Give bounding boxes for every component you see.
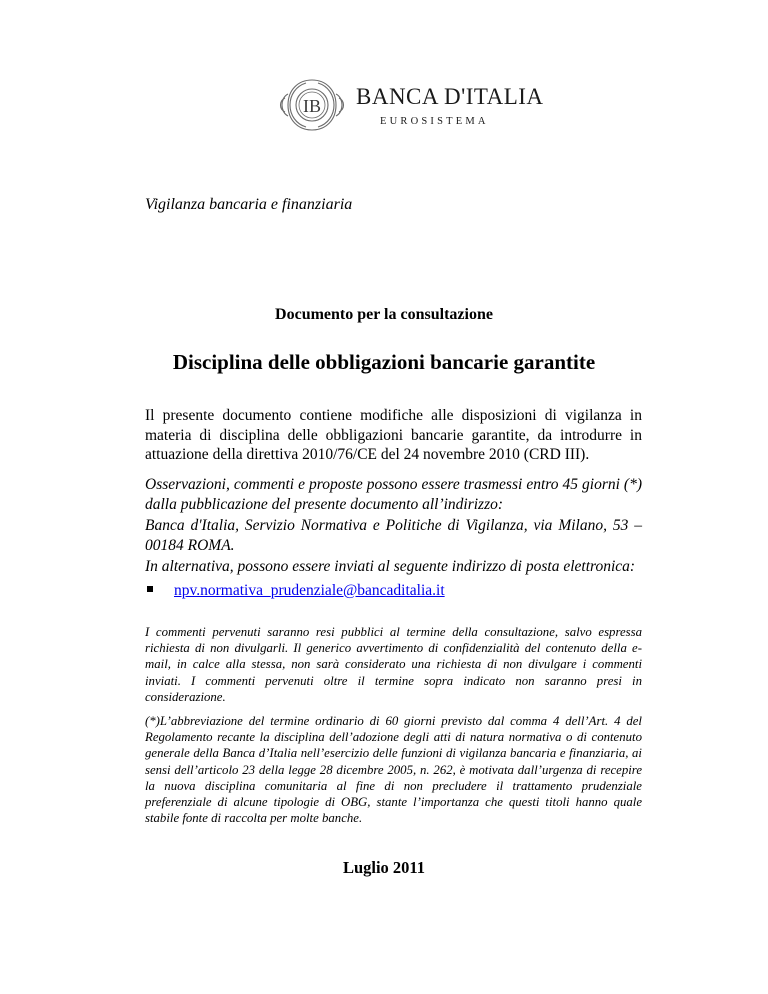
comments-note: I commenti pervenuti saranno resi pubblici al termine della consultazione, salvo espressa richiesta di non divulgarli. Il generico avvertimento di confidenzialità del contenuto della e-mail, in calce alla stessa, non sarà considerato una richiesta di non divulgare i commenti inviati. I commenti pervenuti oltre il termine sopra indicato non saranno presi in considerazione.	[145, 625, 642, 704]
bank-logo	[276, 76, 546, 134]
deadline-footnote: (*)L’abbreviazione del termine ordinario di 60 giorni previsto dal comma 4 dell’Art. 4 del Regolamento recante la disciplina dell’adozione degli atti di natura normativa o di contenuto generale della Banca d’Italia nell’esercizio delle funzioni di vigilanza bancaria e finanziaria, ai sensi dell’articolo 23 della legge 28 dicembre 2005, n. 262, è motivata dall’urgenza di recepire la nuova disciplina comunitaria al fine di non precludere il trattamento prudenziale preferenziale di alcune tipologie di OBG, stante l’importanza che questi titoli hanno quale stabile fonte di raccolta per molte banche.	[145, 714, 642, 826]
intro-paragraph: Il presente documento contiene modifiche alle disposizioni di vigilanza in materia di disciplina delle obbligazioni bancarie garantite, da introdurre in attuazione della direttiva 2010/76/CE del 24 novembre 2010 (CRD III).	[145, 407, 642, 463]
observations-paragraph: Osservazioni, commenti e proposte possono essere trasmessi entro 45 giorni (*) dalla pubblicazione del presente documento all’indirizzo:	[145, 476, 642, 513]
department-heading: Vigilanza bancaria e finanziaria	[145, 196, 353, 213]
square-bullet-icon	[147, 586, 153, 592]
alternative-paragraph: In alternativa, possono essere inviati al seguente indirizzo di posta elettronica:	[145, 558, 636, 575]
bank-emblem-icon	[276, 76, 348, 134]
publication-date: Luglio 2011	[342, 858, 426, 877]
postal-address: Banca d'Italia, Servizio Normativa e Politiche di Vigilanza, via Milano, 53 – 00184 ROMA.	[145, 517, 642, 554]
bank-subtitle: EUROSISTEMA	[380, 116, 489, 127]
email-link[interactable]: npv.normativa_prudenziale@bancaditalia.it	[174, 582, 445, 599]
document-type: Documento per la consultazione	[275, 306, 493, 323]
bank-name: BANCA D'ITALIA	[356, 84, 544, 109]
email-list-item	[147, 582, 445, 600]
document-title: Disciplina delle obbligazioni bancarie garantite	[172, 350, 596, 374]
svg-text:IB: IB	[303, 96, 321, 116]
